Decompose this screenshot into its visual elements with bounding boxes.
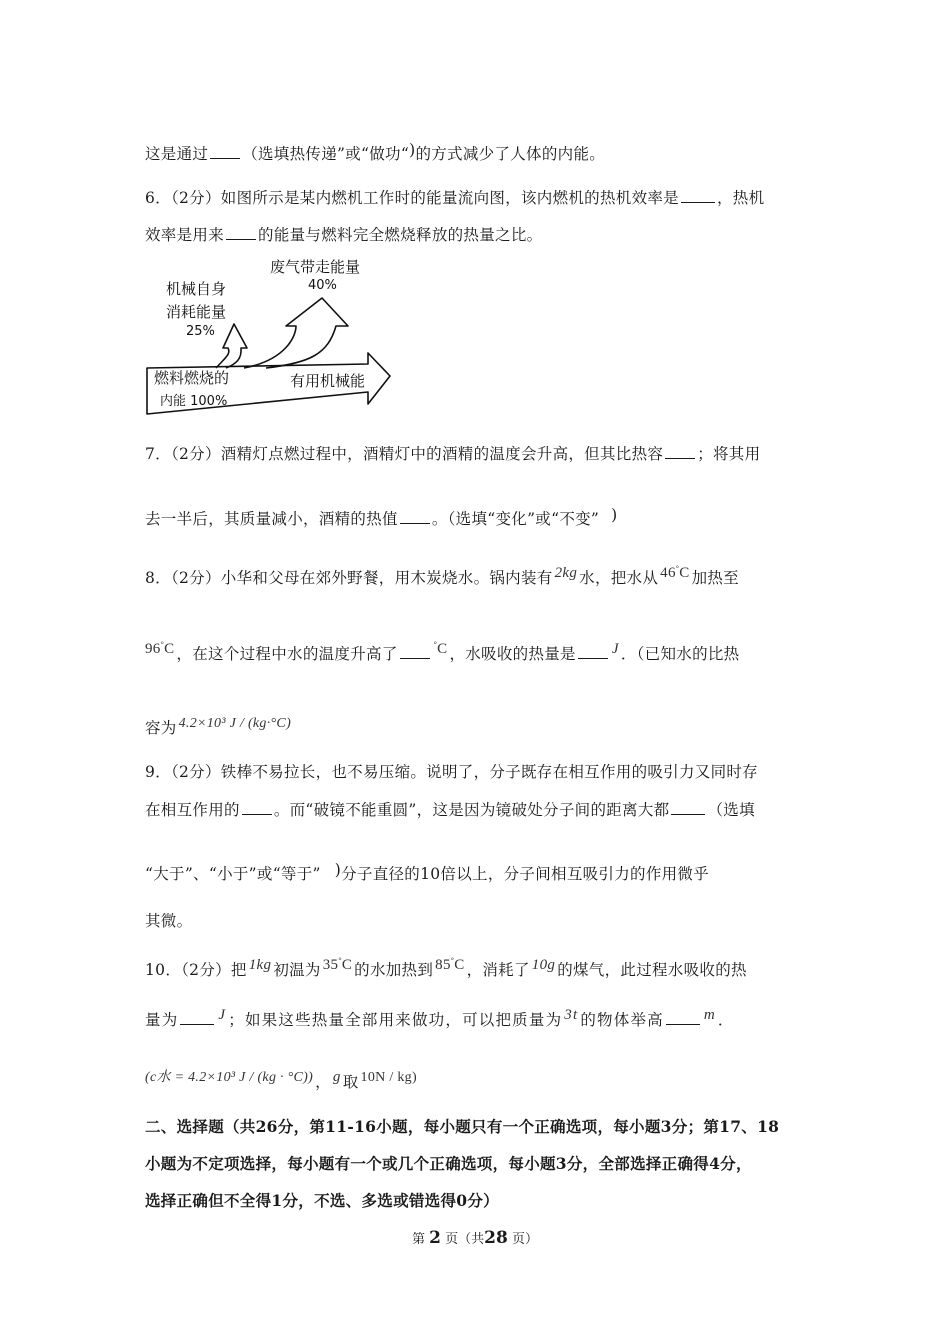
- q8-degree-2: °: [160, 640, 165, 649]
- q8-line2: [145, 642, 808, 664]
- q9-blank-distance[interactable]: [671, 802, 705, 815]
- friction-percent: 25%: [186, 324, 215, 339]
- q8-blank-heat[interactable]: [578, 646, 608, 659]
- q8-temp-start: [660, 565, 689, 581]
- q10-mass2: 3t: [564, 1007, 579, 1023]
- q10-meter-unit: m: [703, 1007, 716, 1023]
- q8-t2-value: 96: [145, 641, 161, 657]
- q5-blank[interactable]: [210, 146, 240, 159]
- q5-tail-line: [145, 142, 808, 164]
- q10-text-f: 量为: [145, 1011, 179, 1029]
- q7-line2: [145, 507, 808, 529]
- q10-specific-heat-formula: (c水 = 4.2×10³ J / (kg · °C)): [145, 1070, 314, 1085]
- q8-degree-3: °: [433, 640, 438, 649]
- q8-text-d: ，在这个过程中水的温度升高了: [176, 645, 398, 663]
- q7-text-a: 7．（2分）酒精灯点燃过程中，酒精灯中的酒精的温度会升高，但其比热容: [145, 445, 664, 463]
- q8-celsius-1: C: [679, 565, 690, 581]
- footer-pre: 第: [412, 1232, 426, 1247]
- q6-text-c: 效率是用来: [145, 226, 225, 244]
- q8-joule-unit: J: [611, 641, 619, 657]
- section2-heading-line1: 二、选择题（共26分，第11-16小题，每小题只有一个正确选项，每小题3分；第17、18: [145, 1117, 780, 1136]
- friction-label-line2: 消耗能量: [166, 303, 227, 321]
- q10-text-a: 10．（2分）把: [145, 961, 247, 979]
- q8-blank-temp-rise[interactable]: [400, 646, 430, 659]
- q10-gas-mass: 10g: [531, 957, 556, 973]
- q8-temp-unit: [434, 641, 448, 657]
- q10-text-g: ；如果这些热量全部用来做功，可以把质量为: [228, 1011, 563, 1029]
- q10-mass: 1kg: [248, 957, 272, 973]
- q10-t1-value: 35: [322, 957, 339, 973]
- q10-line3: [145, 1070, 808, 1092]
- q10-text-i: ．: [717, 1011, 735, 1029]
- q8-degree-1: °: [675, 564, 680, 573]
- q9-line2: [145, 798, 808, 820]
- q8-text-g: 容为: [145, 719, 177, 737]
- q10-comma: ，: [315, 1073, 331, 1091]
- q5-text-b: （选填热传递”或“做功“: [242, 145, 410, 163]
- q6-text-d: 的能量与燃料完全燃烧释放的热量之比。: [258, 226, 543, 244]
- q9-line3: [145, 862, 808, 884]
- footer-mid: 页（共: [445, 1232, 485, 1247]
- friction-arrow: [216, 324, 247, 368]
- q7-text-c: 去一半后，其质量减小，酒精的热值: [145, 510, 398, 528]
- q10-blank-heat[interactable]: [180, 1012, 214, 1025]
- q10-line1: [145, 958, 808, 980]
- q8-text-e: ，水吸收的热量是: [449, 645, 576, 663]
- q10-degree-2: °: [450, 956, 455, 965]
- q8-celsius-3: C: [437, 641, 448, 657]
- q10-temp-end: [435, 957, 464, 973]
- q10-text-b: 初温为: [273, 961, 321, 979]
- q10-joule-unit: J: [218, 1007, 227, 1023]
- q9-paren: ): [334, 861, 342, 879]
- q8-line1: [145, 566, 808, 588]
- q10-t2-value: 85: [435, 957, 451, 973]
- q8-text-c: 加热至: [691, 569, 739, 587]
- q8-temp-end: [145, 641, 174, 657]
- q9-text-a: 9．（2分）铁棒不易拉长，也不易压缩。说明了，分子既存在相互作用的吸引力又同时存: [145, 763, 758, 781]
- q8-mass: 2kg: [554, 565, 578, 581]
- q6-blank-efficiency[interactable]: [681, 190, 715, 203]
- q8-text-b: 水，把水从: [579, 569, 659, 587]
- q7-blank-heat-value[interactable]: [400, 511, 430, 524]
- q8-text-a: 8．（2分）小华和父母在郊外野餐，用木炭烧水。锅内装有: [145, 569, 553, 587]
- input-label-line1: 燃料燃烧的: [154, 369, 230, 387]
- q10-text-d: ，消耗了: [466, 961, 530, 979]
- q10-text-c: 的水加热到: [354, 961, 434, 979]
- total-pages: 28: [484, 1228, 508, 1248]
- friction-label-line1: 机械自身: [166, 280, 227, 298]
- q10-text-e: 的煤气，此过程水吸收的热: [557, 961, 747, 979]
- exhaust-label: 废气带走能量: [270, 258, 361, 276]
- q8-line3: [145, 716, 808, 738]
- q10-take-text: 取: [342, 1073, 359, 1091]
- q10-blank-height[interactable]: [666, 1012, 700, 1025]
- q6-line1: [145, 186, 808, 208]
- q7-text-d: 。（选填“变化”或“不变”: [431, 510, 600, 528]
- q10-g-symbol: g: [332, 1069, 341, 1085]
- q10-g-value: 10N / kg): [360, 1070, 417, 1085]
- q8-celsius-2: C: [164, 641, 175, 657]
- q9-text-b: 在相互作用的: [145, 801, 240, 819]
- q9-text-f: 分子直径的10倍以上，分子间相互吸引力的作用微乎: [341, 865, 710, 883]
- page-number: 2: [429, 1228, 441, 1248]
- q8-text-f: ．（已知水的比热: [620, 645, 740, 663]
- q9-text-g: 其微。: [145, 912, 193, 930]
- q7-blank-heat-capacity[interactable]: [665, 446, 695, 459]
- q6-text-b: ，热机: [716, 189, 765, 207]
- useful-energy-label: 有用机械能: [290, 372, 366, 390]
- page-footer: [0, 1228, 950, 1248]
- energy-flow-diagram: [146, 256, 396, 416]
- q5-paren: ): [409, 141, 416, 159]
- q7-text-b: ；将其用: [697, 445, 761, 463]
- q9-text-c: 。而“破镜不能重圆”，这是因为镜破处分子间的距离大都: [273, 801, 670, 819]
- q9-line1: [145, 760, 808, 782]
- q8-t1-value: 46: [660, 565, 676, 581]
- q6-line2: [145, 223, 808, 245]
- section2-heading-line3: 选择正确但不全得1分，不选、多选或错选得0分）: [145, 1191, 499, 1210]
- q10-celsius-1: C: [341, 957, 353, 973]
- q5-text-a: 这是通过: [145, 145, 209, 163]
- q9-text-d: （选填: [707, 801, 755, 819]
- q5-text-c: 的方式减少了人体的内能。: [415, 145, 606, 163]
- q10-temp-start: [323, 957, 352, 973]
- q7-line1: [145, 442, 808, 464]
- q9-blank-repulsion[interactable]: [242, 802, 272, 815]
- input-label-line2: 内能 100%: [160, 394, 228, 409]
- q9-text-e: “大于”、“小于”或“等于”: [145, 865, 321, 883]
- section2-heading-line2: 小题为不定项选择，每小题有一个或几个正确选项，每小题3分，全部选择正确得4分，: [145, 1154, 752, 1173]
- q6-blank-purpose[interactable]: [226, 227, 256, 240]
- q10-degree-1: °: [338, 956, 342, 965]
- q10-celsius-2: C: [454, 957, 465, 973]
- exhaust-percent: 40%: [308, 278, 337, 293]
- q10-text-h: 的物体举高: [580, 1011, 664, 1029]
- q10-line2: [145, 1008, 808, 1030]
- q9-line4: [145, 909, 808, 931]
- q7-paren: ): [611, 506, 618, 524]
- footer-post: 页）: [511, 1232, 538, 1247]
- q8-specific-heat-formula: 4.2×10³ J / (kg·°C): [178, 716, 292, 731]
- exhaust-arrow: [244, 298, 348, 368]
- q6-text-a: 6．（2分）如图所示是某内燃机工作时的能量流向图，该内燃机的热机效率是: [145, 189, 679, 207]
